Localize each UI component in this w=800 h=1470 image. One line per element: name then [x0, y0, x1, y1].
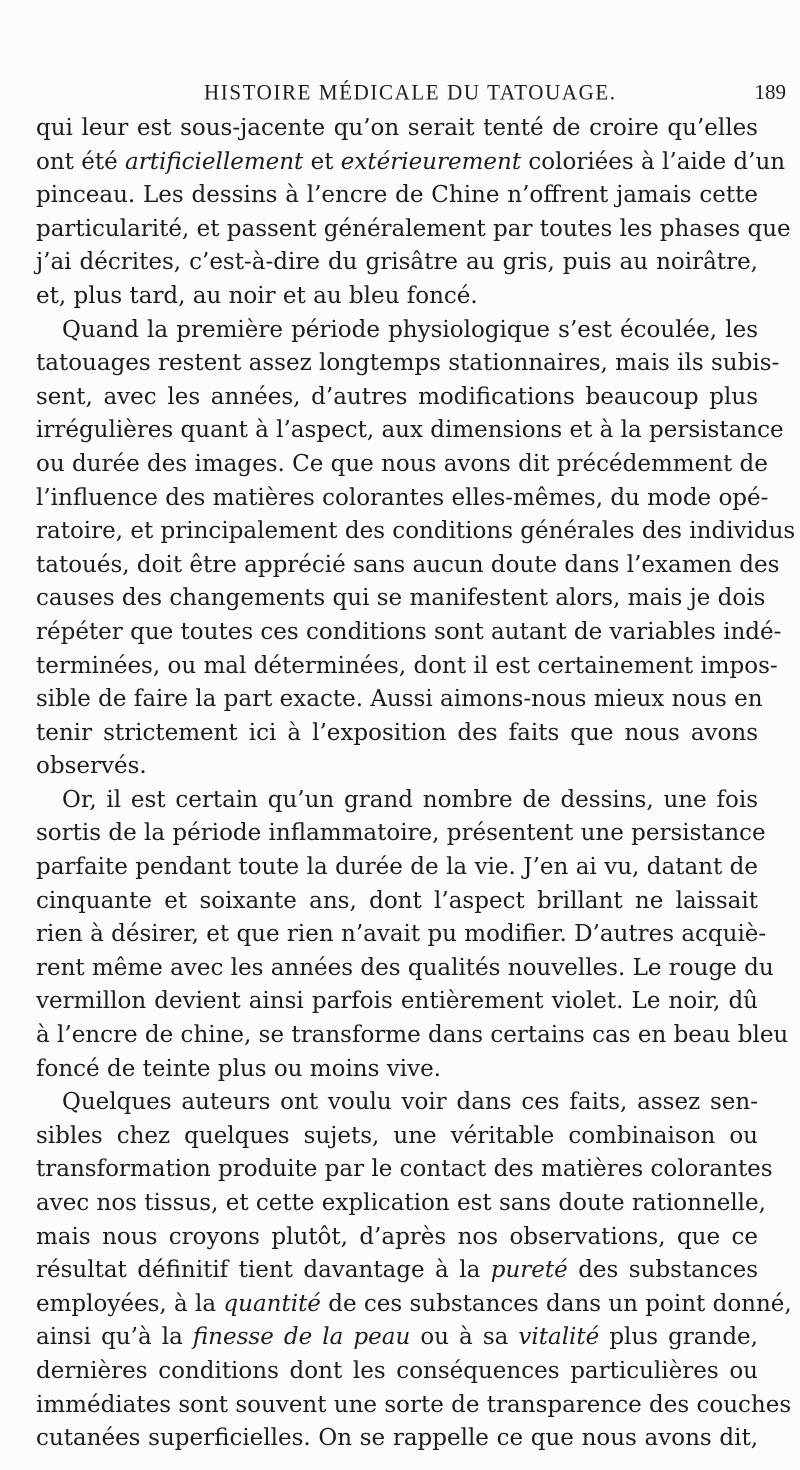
text-line	[36, 1389, 792, 1423]
running-head: HISTOIRE MÉDICALE DU TATOUAGE.	[204, 79, 617, 105]
text-run: cinquante et soixante ans, dont l’aspect brillant ne laissait	[36, 887, 758, 914]
text-run: immédiates sont souvent une sorte de transparence des couches	[36, 1391, 792, 1418]
text-run: sible de faire la part exacte. Aussi aimons-nous mieux nous en	[36, 686, 763, 713]
text-run: mais nous croyons plutôt, d’après nos observations, que ce	[36, 1223, 758, 1250]
text-run: plus grande,	[599, 1324, 758, 1351]
text-line	[36, 1254, 758, 1288]
page-header	[28, 76, 788, 110]
text-run: sent, avec les années, d’autres modifications beaucoup plus	[36, 383, 758, 410]
text-run: ou durée des images. Ce que nous avons dit précédemment de	[36, 450, 768, 477]
text-line	[36, 213, 791, 247]
text-line	[36, 885, 758, 919]
text-line	[36, 616, 782, 650]
text-run: terminées, ou mal déterminées, dont il est certainement impos-	[36, 652, 778, 679]
text-line	[36, 515, 796, 549]
text-run: j’ai décrites, c’est-à-dire du grisâtre au gris, puis au noirâtre,	[36, 249, 758, 276]
page-number: 189	[754, 80, 786, 104]
text-line	[36, 817, 766, 851]
text-line	[36, 381, 758, 415]
text-line	[36, 851, 758, 885]
text-run: ratoire, et principalement des conditions générales des individus	[36, 518, 796, 545]
text-line	[36, 1053, 758, 1087]
text-line	[36, 1120, 758, 1154]
text-line	[36, 448, 768, 482]
text-run: tatouages restent assez longtemps stationnaires, mais ils subis-	[36, 350, 780, 377]
text-run: ou à sa	[410, 1324, 519, 1351]
text-run: transformation produite par le contact des matières colorantes	[36, 1156, 773, 1183]
text-line	[36, 179, 758, 213]
text-run: particularité, et passent généralement par toutes les phases que	[36, 215, 791, 242]
italic-text: pureté	[490, 1257, 568, 1284]
text-run: cutanées superficielles. On se rappelle ce que nous avons dit,	[36, 1425, 758, 1452]
text-line	[36, 650, 778, 684]
text-run: coloriées à l’aide d’un	[521, 148, 786, 175]
text-run: à l’encre de chine, se transforme dans certains cas en beau bleu	[36, 1022, 789, 1049]
text-line	[36, 683, 763, 717]
text-run: sortis de la période inflammatoire, présentent une persistance	[36, 820, 766, 847]
text-run: observés.	[36, 753, 147, 780]
text-run: l’influence des matières colorantes elles-mêmes, du mode opé-	[36, 484, 769, 511]
italic-text: artificiellement	[125, 148, 304, 175]
text-run: Quand la première période physiologique s’est écoulée, les	[62, 316, 758, 343]
text-run: avec nos tissus, et cette explication est sans doute rationnelle,	[36, 1190, 766, 1216]
text-run: rien à désirer, et que rien n’avait pu modifier. D’autres acquiè-	[36, 921, 767, 948]
text-run: et, plus tard, au noir et au bleu foncé.	[36, 282, 478, 309]
text-run: foncé de teinte plus ou moins vive.	[36, 1055, 441, 1082]
text-run: sibles chez quelques sujets, une véritable combinaison ou	[36, 1122, 758, 1149]
text-run: des substances	[567, 1257, 759, 1284]
italic-text: extérieurement	[340, 148, 522, 175]
text-line	[36, 1187, 766, 1221]
paragraph-first-line	[36, 1086, 758, 1120]
body-text	[36, 112, 796, 1456]
text-run: tatoués, doit être apprécié sans aucun doute dans l’examen des	[36, 551, 780, 578]
text-line	[36, 347, 780, 381]
text-line	[36, 1153, 773, 1187]
text-run: répéter que toutes ces conditions sont autant de variables indé-	[36, 618, 782, 645]
text-run: parfaite pendant toute la durée de la vie. J’en ai vu, datant de	[36, 854, 758, 881]
text-run: dernières conditions dont les conséquences particulières ou	[36, 1357, 758, 1384]
text-run: causes des changements qui se manifestent alors, mais je dois	[36, 585, 766, 612]
text-line	[36, 750, 758, 784]
text-line	[36, 985, 758, 1019]
text-run: pinceau. Les dessins à l’encre de Chine n’offrent jamais cette	[36, 182, 758, 209]
text-line	[36, 549, 780, 583]
paragraph-first-line	[36, 314, 758, 348]
text-run: employées, à la	[36, 1290, 224, 1317]
text-run: vermillon devient ainsi parfois entièrement violet. Le noir, dû	[36, 988, 758, 1015]
text-line	[36, 1019, 789, 1053]
text-run: ont été	[36, 148, 125, 175]
text-line	[36, 482, 769, 516]
text-line	[36, 1321, 758, 1355]
text-run: rent même avec les années des qualités nouvelles. Le rouge du	[36, 954, 774, 981]
text-run: qui leur est sous-jacente qu’on serait tenté de croire qu’elles	[36, 115, 758, 141]
text-line	[36, 582, 766, 616]
text-line	[36, 717, 758, 751]
text-run: de ces substances dans un point donné,	[320, 1290, 792, 1317]
paragraph-first-line	[36, 784, 758, 818]
italic-text: vitalité	[518, 1324, 600, 1351]
text-line	[36, 918, 767, 952]
text-line	[36, 1355, 758, 1389]
text-line	[36, 246, 758, 280]
text-run: tenir strictement ici à l’exposition des faits que nous avons	[36, 719, 758, 746]
text-line	[36, 112, 758, 146]
text-run: et	[303, 148, 341, 175]
text-run: ainsi qu’à la	[36, 1324, 193, 1351]
text-line	[36, 1221, 758, 1255]
text-run: résultat définitif tient davantage à la	[36, 1257, 491, 1284]
text-run: irrégulières quant à l’aspect, aux dimensions et à la persistance	[36, 417, 784, 444]
text-line	[36, 1288, 792, 1322]
text-line	[36, 280, 758, 314]
italic-text: finesse de la peau	[192, 1324, 411, 1351]
text-run: Or, il est certain qu’un grand nombre de dessins, une fois	[62, 786, 758, 813]
text-line	[36, 1422, 758, 1456]
text-run: Quelques auteurs ont voulu voir dans ces faits, assez sen-	[62, 1089, 758, 1116]
italic-text: quantité	[223, 1290, 321, 1317]
text-line	[36, 146, 786, 180]
text-line	[36, 414, 784, 448]
text-line	[36, 952, 774, 986]
